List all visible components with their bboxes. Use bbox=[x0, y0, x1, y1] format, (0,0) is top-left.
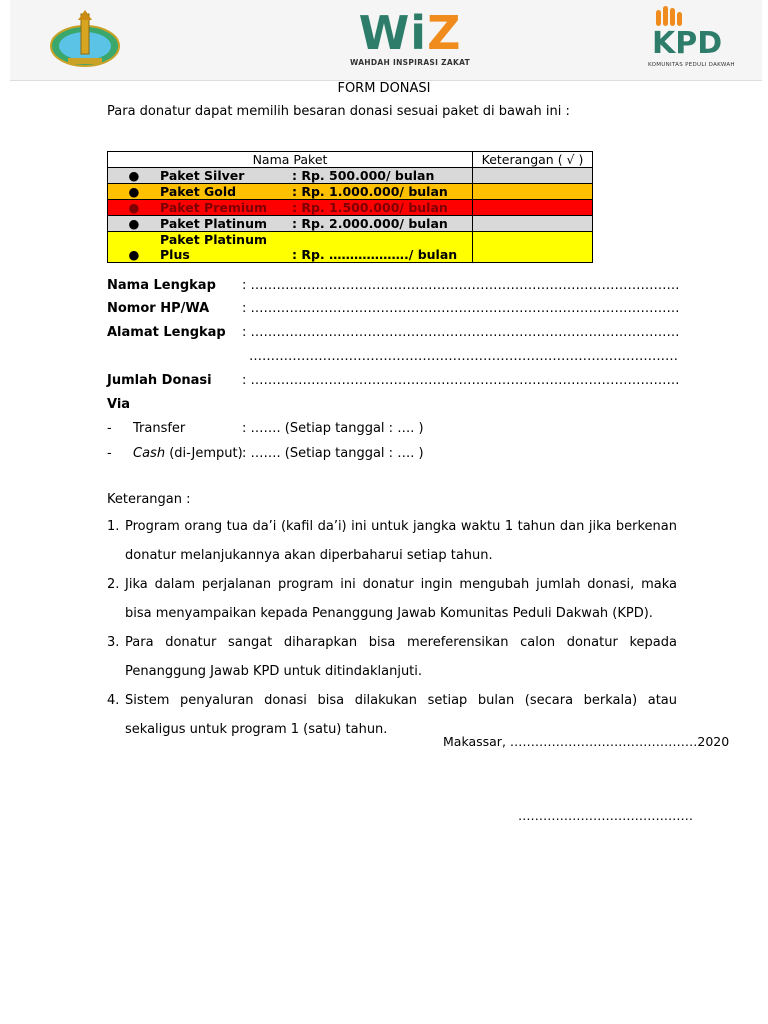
package-cell: ●Paket Platinum Plus : Rp. ………………./ bulan bbox=[108, 232, 473, 263]
phone-field[interactable]: : ……………………………………………………………………………………… bbox=[242, 301, 680, 316]
dash-marker: - bbox=[107, 446, 112, 461]
notes-title: Keterangan : bbox=[107, 492, 191, 507]
address-field[interactable]: : ……………………………………………………………………………………… bbox=[242, 325, 680, 340]
col-header-package: Nama Paket bbox=[108, 152, 473, 168]
label-via: Via bbox=[107, 397, 131, 412]
package-cell: ● Paket Silver : Rp. 500.000/ bulan bbox=[108, 168, 473, 184]
package-row bbox=[108, 168, 593, 184]
transfer-field[interactable]: : ……. (Setiap tanggal : …. ) bbox=[242, 421, 424, 436]
letterhead bbox=[10, 0, 762, 81]
package-cell: ● Paket Premium : Rp. 1.500.000/ bulan bbox=[108, 200, 473, 216]
list-item: 3. Para donatur sangat diharapkan bisa mereferensikan calon donatur kepada Penanggung Jawab KPD untuk ditindaklanjuti. bbox=[107, 635, 677, 679]
full-name-field[interactable]: : ……………………………………………………………………………………… bbox=[242, 278, 680, 293]
label-full-name: Nama Lengkap bbox=[107, 278, 216, 293]
package-cell: ● Paket Gold : Rp. 1.000.000/ bulan bbox=[108, 184, 473, 200]
address-field-line-2[interactable]: ……………………………………………………………………………………… bbox=[249, 349, 678, 364]
col-header-remark: Keterangan ( √ ) bbox=[473, 152, 593, 168]
wiz-logo: WiZ WAHDAH INSPIRASI ZAKAT bbox=[345, 8, 475, 72]
kpd-subtitle: KOMUNITAS PEDULI DAKWAH bbox=[648, 62, 735, 68]
dash-marker: - bbox=[107, 421, 112, 436]
list-item: 2. Jika dalam perjalanan program ini donatur ingin mengubah jumlah donasi, maka bisa menyampaikan kepada Penanggung Jawab Komunitas Peduli Dakwah (KPD). bbox=[107, 577, 677, 621]
list-item: 1. Program orang tua da’i (kafil da’i) ini untuk jangka waktu 1 tahun dan jika berkenan donatur melanjukannya akan diperbaharui setiap tahun. bbox=[107, 519, 677, 563]
cash-field[interactable]: : ……. (Setiap tanggal : …. ) bbox=[242, 446, 424, 461]
donation-amount-field[interactable]: : ……………………………………………………………………………………… bbox=[242, 373, 680, 388]
form-title: FORM DONASI bbox=[337, 81, 431, 96]
package-cell: ● Paket Platinum : Rp. 2.000.000/ bulan bbox=[108, 216, 473, 232]
kpd-logo: KPD KOMUNITAS PEDULI DAKWAH bbox=[640, 6, 750, 74]
package-row bbox=[108, 184, 593, 200]
label-transfer: Transfer bbox=[133, 421, 186, 436]
label-address: Alamat Lengkap bbox=[107, 325, 226, 340]
package-row bbox=[108, 200, 593, 216]
notes-list bbox=[107, 512, 677, 744]
remark-cell[interactable] bbox=[473, 184, 593, 200]
wiz-subtitle: WAHDAH INSPIRASI ZAKAT bbox=[349, 58, 471, 67]
list-item: 4. Sistem penyaluran donasi bisa dilakukan setiap bulan (secara berkala) atau sekaligus untuk program 1 (satu) tahun. bbox=[107, 693, 677, 737]
remark-cell[interactable] bbox=[473, 200, 593, 216]
label-donation-amount: Jumlah Donasi bbox=[107, 373, 212, 388]
signature-line[interactable]: …………………………………… bbox=[518, 808, 693, 823]
remark-cell[interactable] bbox=[473, 232, 593, 263]
remark-cell[interactable] bbox=[473, 216, 593, 232]
label-phone: Nomor HP/WA bbox=[107, 301, 210, 316]
wahdah-seal-icon bbox=[40, 8, 130, 72]
intro-text: Para donatur dapat memilih besaran donasi sesuai paket di bawah ini : bbox=[107, 104, 570, 119]
place-date: Makassar, ………………………………………2020 bbox=[443, 734, 730, 749]
package-row bbox=[108, 232, 593, 263]
label-cash: Cash (di-Jemput) bbox=[133, 446, 243, 461]
package-row bbox=[108, 216, 593, 232]
package-table bbox=[107, 151, 593, 263]
remark-cell[interactable] bbox=[473, 168, 593, 184]
